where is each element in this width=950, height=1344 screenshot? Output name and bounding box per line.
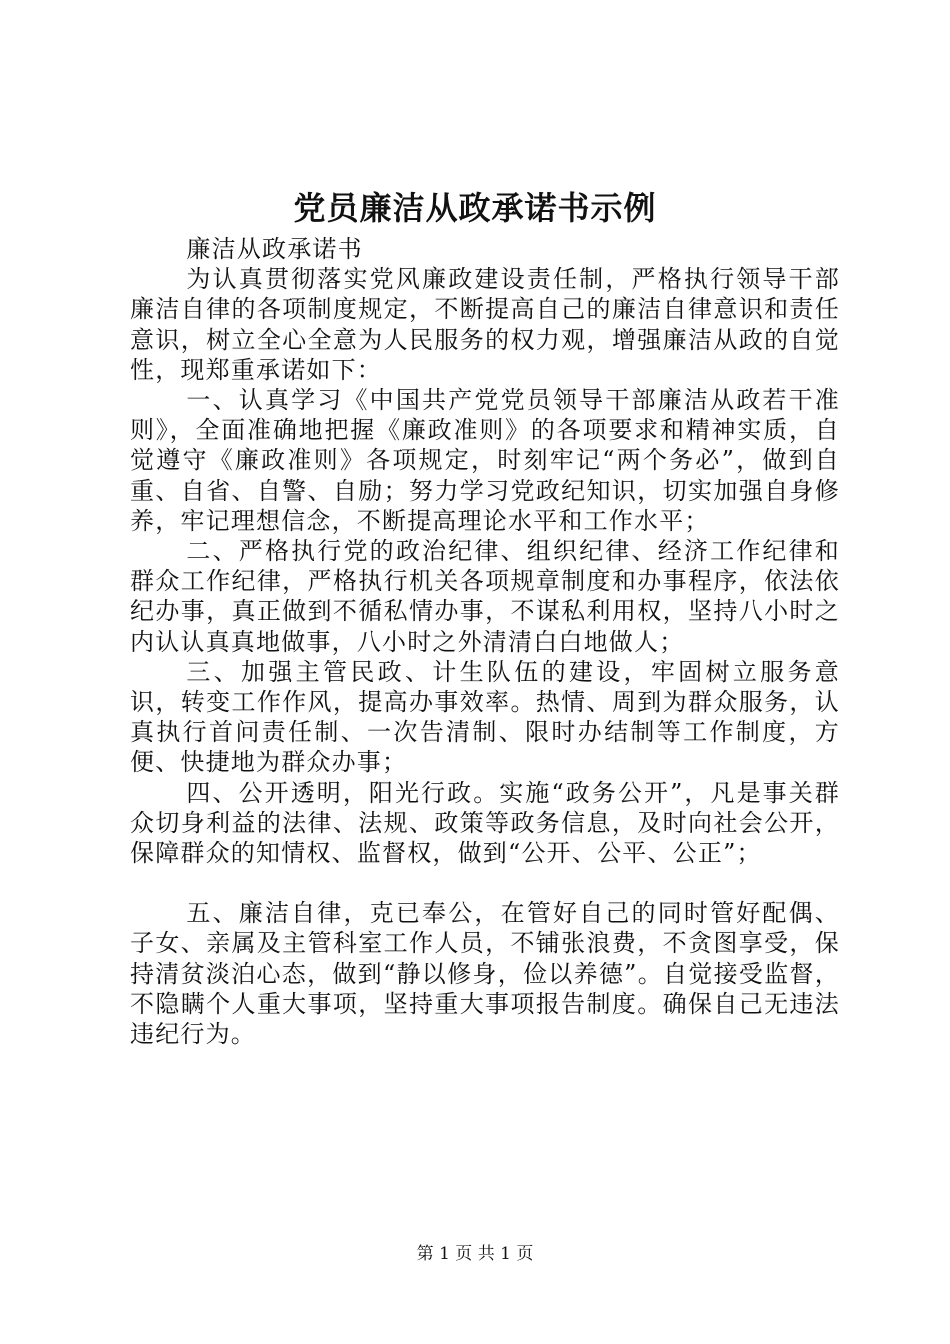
- document-title: 党员廉洁从政承诺书示例: [293, 189, 657, 227]
- page-number-footer: 第 1 页 共 1 页: [416, 1244, 534, 1264]
- paragraph-item-5: 五、廉洁自律，克已奉公，在管好自己的同时管好配偶、子女、亲属及主管科室工作人员，不铺张浪费，不贪图享受，保持清贫淡泊心态，做到“静以修身，俭以养德”。自觉接受监督，不隐瞒个人重大事项，坚持重大事项报告制度。确保自己无违法违纪行为。: [130, 899, 840, 1049]
- document-body: [130, 234, 840, 1049]
- paragraph-item-1: 一、认真学习《中国共产党党员领导干部廉洁从政若干准则》，全面准确地把握《廉政准则》的各项要求和精神实质，自觉遵守《廉政准则》各项规定，时刻牢记“两个务必”，做到自重、自省、自警、自励；努力学习党政纪知识，切实加强自身修养，牢记理想信念，不断提高理论水平和工作水平；: [130, 386, 840, 535]
- paragraph-intro: 为认真贯彻落实党风廉政建设责任制，严格执行领导干部廉洁自律的各项制度规定，不断提高自己的廉洁自律意识和责任意识，树立全心全意为人民服务的权力观，增强廉洁从政的自觉性，现郑重承诺如下：: [130, 265, 840, 384]
- paragraph-item-3: 三、加强主管民政、计生队伍的建设，牢固树立服务意识，转变工作作风，提高办事效率。热情、周到为群众服务，认真执行首问责任制、一次告清制、限时办结制等工作制度，方便、快捷地为群众办事；: [130, 657, 840, 777]
- paragraph-item-2: 二、严格执行党的政治纪律、组织纪律、经济工作纪律和群众工作纪律，严格执行机关各项规章制度和办事程序，依法依纪办事，真正做到不循私情办事，不谋私利用权，坚持八小时之内认认真真地做事，八小时之外清清白白地做人；: [130, 537, 840, 656]
- paragraph-item-4: 四、公开透明，阳光行政。实施“政务公开”，凡是事关群众切身利益的法律、法规、政策等政务信息，及时向社会公开，保障群众的知情权、监督权，做到“公开、公平、公正”；: [130, 778, 840, 868]
- subtitle: 廉洁从政承诺书: [186, 235, 363, 263]
